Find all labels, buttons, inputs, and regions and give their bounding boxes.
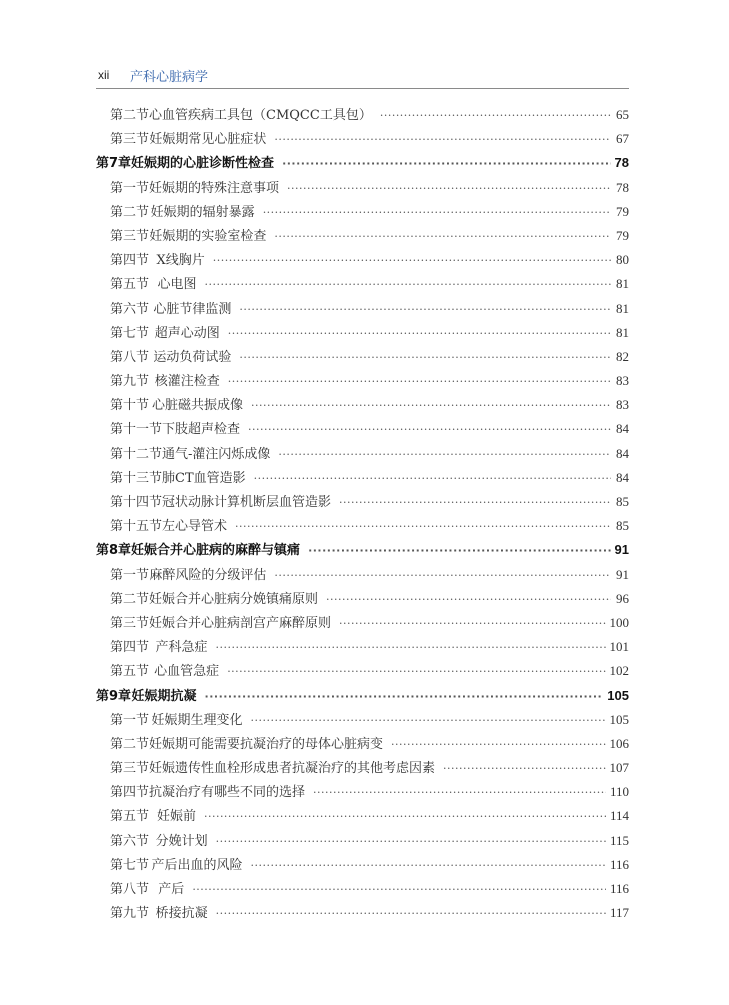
toc-section-entry[interactable] [96, 417, 629, 441]
toc-section-entry[interactable] [96, 369, 629, 393]
entry-number: 第一节 [110, 567, 150, 583]
toc-section-entry[interactable] [96, 297, 629, 321]
entry-page-number: 81 [616, 276, 629, 292]
dot-leader [205, 685, 604, 709]
entry-number: 第八节 [110, 882, 150, 897]
entry-number: 第十三节 [110, 470, 163, 486]
entry-title: 抗凝治疗有哪些不同的选择 [149, 785, 306, 801]
entry-title: 妊娠期生理变化 [151, 712, 243, 728]
dot-leader [204, 805, 606, 829]
entry-number: 第五节 [110, 809, 150, 825]
entry-title: 分娩计划 [155, 833, 208, 849]
toc-section-entry[interactable] [96, 853, 629, 877]
entry-title: 妊娠合并心脏病分娩镇痛原则 [149, 591, 319, 607]
toc-section-entry[interactable] [96, 272, 629, 296]
entry-title: 心电图 [157, 277, 197, 293]
toc-section-entry[interactable] [96, 901, 629, 925]
entry-title: 妊娠期抗凝 [131, 688, 197, 704]
entry-title: 心脏节律监测 [153, 301, 232, 317]
entry-number: 第十五节 [110, 519, 163, 535]
entry-number: 第九节 [110, 374, 150, 390]
entry-page-number: 83 [616, 373, 629, 389]
entry-number: 第五节 [110, 664, 150, 680]
entry-page-number: 91 [616, 566, 629, 582]
entry-title: 妊娠期常见心脏症状 [149, 132, 267, 148]
dot-leader [282, 152, 610, 176]
dot-leader [213, 249, 611, 273]
entry-page-number: 78 [614, 155, 629, 171]
toc-chapter-entry[interactable] [96, 538, 629, 562]
entry-page-number: 100 [609, 614, 629, 630]
dot-leader [326, 588, 611, 612]
toc-section-entry[interactable] [96, 829, 629, 853]
entry-number: 第七节 [110, 325, 150, 341]
running-header [96, 66, 629, 89]
dot-leader [228, 322, 611, 346]
toc-section-entry[interactable] [96, 103, 629, 127]
entry-page-number: 82 [616, 348, 629, 364]
dot-leader [227, 660, 605, 684]
entry-page-number: 85 [616, 494, 629, 509]
entry-number: 第四节 [110, 640, 150, 656]
dot-leader [204, 273, 611, 297]
entry-page-number: 80 [616, 252, 629, 268]
dot-leader [313, 781, 606, 805]
dot-leader [391, 733, 605, 757]
entry-title: 运动负荷试验 [153, 349, 232, 365]
entry-number: 第三节 [110, 132, 150, 148]
entry-number: 第7章 [96, 156, 132, 172]
entry-number: 第三节 [110, 615, 150, 631]
entry-number: 第六节 [110, 833, 150, 849]
entry-page-number: 117 [609, 905, 629, 921]
dot-leader [216, 636, 606, 660]
dot-leader [216, 830, 606, 854]
entry-title: 下肢超声检查 [162, 422, 241, 438]
dot-leader [192, 878, 606, 902]
entry-page-number: 116 [609, 856, 629, 872]
toc-section-entry[interactable] [96, 345, 629, 369]
dot-leader [228, 370, 611, 394]
entry-title: 核灌注检查 [154, 374, 220, 390]
toc-section-entry[interactable] [96, 732, 629, 756]
entry-title: 超声心动图 [154, 325, 220, 341]
entry-title: 产科急症 [155, 640, 208, 656]
toc-section-entry[interactable] [96, 393, 629, 417]
toc-section-entry[interactable] [96, 321, 629, 345]
entry-page-number: 116 [609, 881, 629, 896]
entry-title: 心血管疾病工具包（CMQCC工具包） [149, 108, 372, 123]
toc-section-entry[interactable] [96, 611, 629, 635]
entry-number: 第十节 [110, 398, 150, 414]
entry-title: 左心导管术 [162, 519, 228, 535]
toc-section-entry[interactable] [96, 780, 629, 804]
toc-section-entry[interactable] [96, 877, 629, 901]
toc-section-entry[interactable] [96, 587, 629, 611]
toc-section-entry[interactable] [96, 127, 629, 151]
entry-number: 第九节 [110, 906, 150, 922]
dot-leader [287, 177, 611, 201]
entry-number: 第六节 [110, 301, 150, 317]
entry-number: 第8章 [96, 543, 132, 559]
toc-section-entry[interactable] [96, 635, 629, 659]
dot-leader [251, 854, 606, 878]
entry-number: 第四节 [110, 785, 150, 801]
page-number: xii [98, 68, 110, 82]
toc-section-entry[interactable] [96, 708, 629, 732]
entry-page-number: 65 [616, 107, 629, 122]
dot-leader [339, 612, 605, 636]
toc-section-entry[interactable] [96, 248, 629, 272]
entry-title: 妊娠期可能需要抗凝治疗的母体心脏病变 [149, 736, 384, 752]
entry-number: 第9章 [96, 688, 132, 704]
entry-page-number: 84 [616, 421, 629, 437]
toc-chapter-entry[interactable] [96, 684, 629, 708]
toc-section-entry[interactable] [96, 200, 629, 224]
entry-title: 通气-灌注闪烁成像 [162, 446, 271, 462]
entry-title: 心血管急症 [154, 664, 220, 680]
entry-title: 妊娠期的心脏诊断性检查 [131, 156, 275, 172]
toc-section-entry[interactable] [96, 659, 629, 683]
entry-page-number: 110 [609, 784, 629, 800]
toc-chapter-entry[interactable] [96, 151, 629, 175]
entry-page-number: 78 [616, 179, 629, 195]
toc-section-entry[interactable] [96, 756, 629, 780]
table-of-contents [96, 103, 629, 925]
entry-page-number: 81 [616, 300, 629, 316]
entry-title: 妊娠期的实验室检查 [149, 228, 267, 244]
dot-leader [235, 515, 611, 539]
entry-number: 第十二节 [110, 446, 163, 462]
entry-title: 桥接抗凝 [155, 906, 208, 922]
dot-leader [239, 346, 611, 370]
entry-page-number: 106 [609, 735, 629, 751]
entry-number: 第五节 [110, 277, 150, 293]
entry-page-number: 105 [607, 687, 629, 703]
toc-section-entry[interactable] [96, 224, 629, 248]
entry-number: 第四节 [110, 253, 150, 269]
toc-section-entry[interactable] [96, 563, 629, 587]
dot-leader [263, 201, 611, 225]
entry-title: X线胸片 [156, 253, 205, 269]
entry-page-number: 67 [616, 131, 629, 147]
entry-page-number: 115 [609, 832, 629, 848]
entry-page-number: 84 [616, 469, 629, 485]
entry-title: 产后出血的风险 [151, 857, 243, 873]
entry-title: 妊娠前 [156, 809, 196, 825]
dot-leader [380, 104, 611, 128]
entry-page-number: 79 [616, 203, 629, 219]
dot-leader [254, 467, 611, 491]
entry-number: 第十四节 [110, 495, 163, 510]
toc-section-entry[interactable] [96, 466, 629, 490]
entry-title: 麻醉风险的分级评估 [149, 567, 267, 583]
entry-page-number: 101 [609, 639, 629, 655]
entry-page-number: 83 [616, 397, 629, 413]
entry-title: 妊娠遗传性血栓形成患者抗凝治疗的其他考虑因素 [149, 761, 436, 777]
dot-leader [250, 709, 605, 733]
entry-page-number: 107 [609, 760, 629, 776]
dot-leader [274, 225, 611, 249]
dot-leader [339, 491, 611, 515]
entry-page-number: 91 [614, 542, 629, 558]
entry-number: 第二节 [110, 204, 150, 220]
entry-title: 产后 [158, 882, 185, 897]
dot-leader [251, 394, 611, 418]
toc-section-entry[interactable] [96, 804, 629, 828]
entry-page-number: 102 [609, 663, 629, 679]
entry-title: 妊娠合并心脏病剖宫产麻醉原则 [149, 615, 332, 631]
entry-page-number: 96 [616, 590, 629, 606]
entry-page-number: 85 [616, 518, 629, 534]
toc-section-entry[interactable] [96, 176, 629, 200]
dot-leader [274, 564, 611, 588]
dot-leader [278, 443, 611, 467]
entry-number: 第二节 [110, 591, 150, 607]
entry-page-number: 81 [616, 324, 629, 340]
dot-leader [216, 902, 606, 926]
dot-leader [443, 757, 605, 781]
entry-page-number: 84 [616, 445, 629, 461]
toc-section-entry[interactable] [96, 490, 629, 514]
entry-number: 第十一节 [110, 422, 163, 438]
entry-number: 第一节 [110, 180, 150, 196]
dot-leader [274, 128, 611, 152]
entry-title: 妊娠期的特殊注意事项 [149, 180, 280, 196]
entry-title: 冠状动脉计算机断层血管造影 [162, 495, 332, 510]
toc-section-entry[interactable] [96, 514, 629, 538]
entry-number: 第三节 [110, 228, 150, 244]
dot-leader [248, 418, 611, 442]
entry-title: 心脏磁共振成像 [152, 398, 244, 414]
entry-page-number: 105 [609, 711, 629, 727]
entry-number: 第七节 [110, 857, 150, 873]
dot-leader [239, 298, 611, 322]
entry-page-number: 79 [616, 227, 629, 243]
entry-title: 肺CT血管造影 [162, 470, 246, 486]
entry-title: 妊娠期的辐射暴露 [150, 204, 255, 220]
dot-leader [308, 539, 610, 563]
entry-number: 第一节 [110, 712, 150, 728]
entry-title: 妊娠合并心脏病的麻醉与镇痛 [131, 543, 301, 559]
entry-number: 第八节 [110, 349, 150, 365]
toc-section-entry[interactable] [96, 442, 629, 466]
entry-page-number: 114 [609, 808, 629, 824]
book-title: 产科心脏病学 [130, 70, 209, 85]
entry-number: 第三节 [110, 761, 150, 777]
entry-number: 第二节 [110, 736, 150, 752]
entry-number: 第二节 [110, 108, 150, 123]
